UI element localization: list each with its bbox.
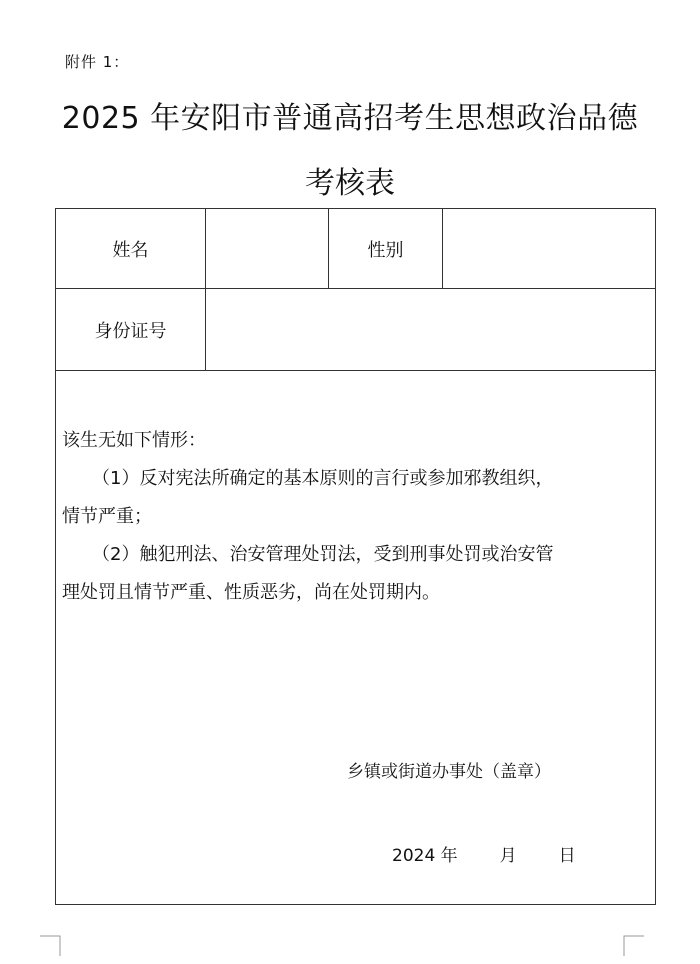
attachment-label: 附件 1： <box>65 53 130 71</box>
statement-item-2: （2）触犯刑法、治安管理处罚法，受到刑事处罚或治安管 <box>92 544 554 565</box>
date-year: 2024 年 <box>392 846 458 866</box>
statement-item-1: （1）反对宪法所确定的基本原则的言行或参加邪教组织， <box>92 468 554 489</box>
statement-item-1-cont: 情节严重； <box>62 506 152 527</box>
id-number-label: 身份证号 <box>94 321 167 342</box>
statement-intro: 该生无如下情形： <box>62 430 206 451</box>
row-divider <box>55 288 656 289</box>
row-divider <box>55 370 656 371</box>
crop-mark-bottom-right-icon <box>622 934 644 956</box>
date-day: 日 <box>558 846 576 866</box>
statement-block <box>62 422 654 612</box>
statement-item-2-cont: 理处罚且情节严重、性质恶劣，尚在处罚期内。 <box>62 582 440 603</box>
column-divider <box>442 208 443 288</box>
column-divider <box>205 208 206 370</box>
form-title-line2: 考核表 <box>305 166 395 201</box>
signature-date <box>392 841 576 866</box>
name-label: 姓名 <box>112 240 149 261</box>
stamp-label: 乡镇或街道办事处（盖章） <box>347 762 551 782</box>
date-month: 月 <box>499 846 517 866</box>
crop-mark-bottom-left-icon <box>40 934 62 956</box>
form-title-line1: 2025 年安阳市普通高招考生思想政治品德 <box>61 101 639 136</box>
gender-label: 性别 <box>367 240 404 261</box>
